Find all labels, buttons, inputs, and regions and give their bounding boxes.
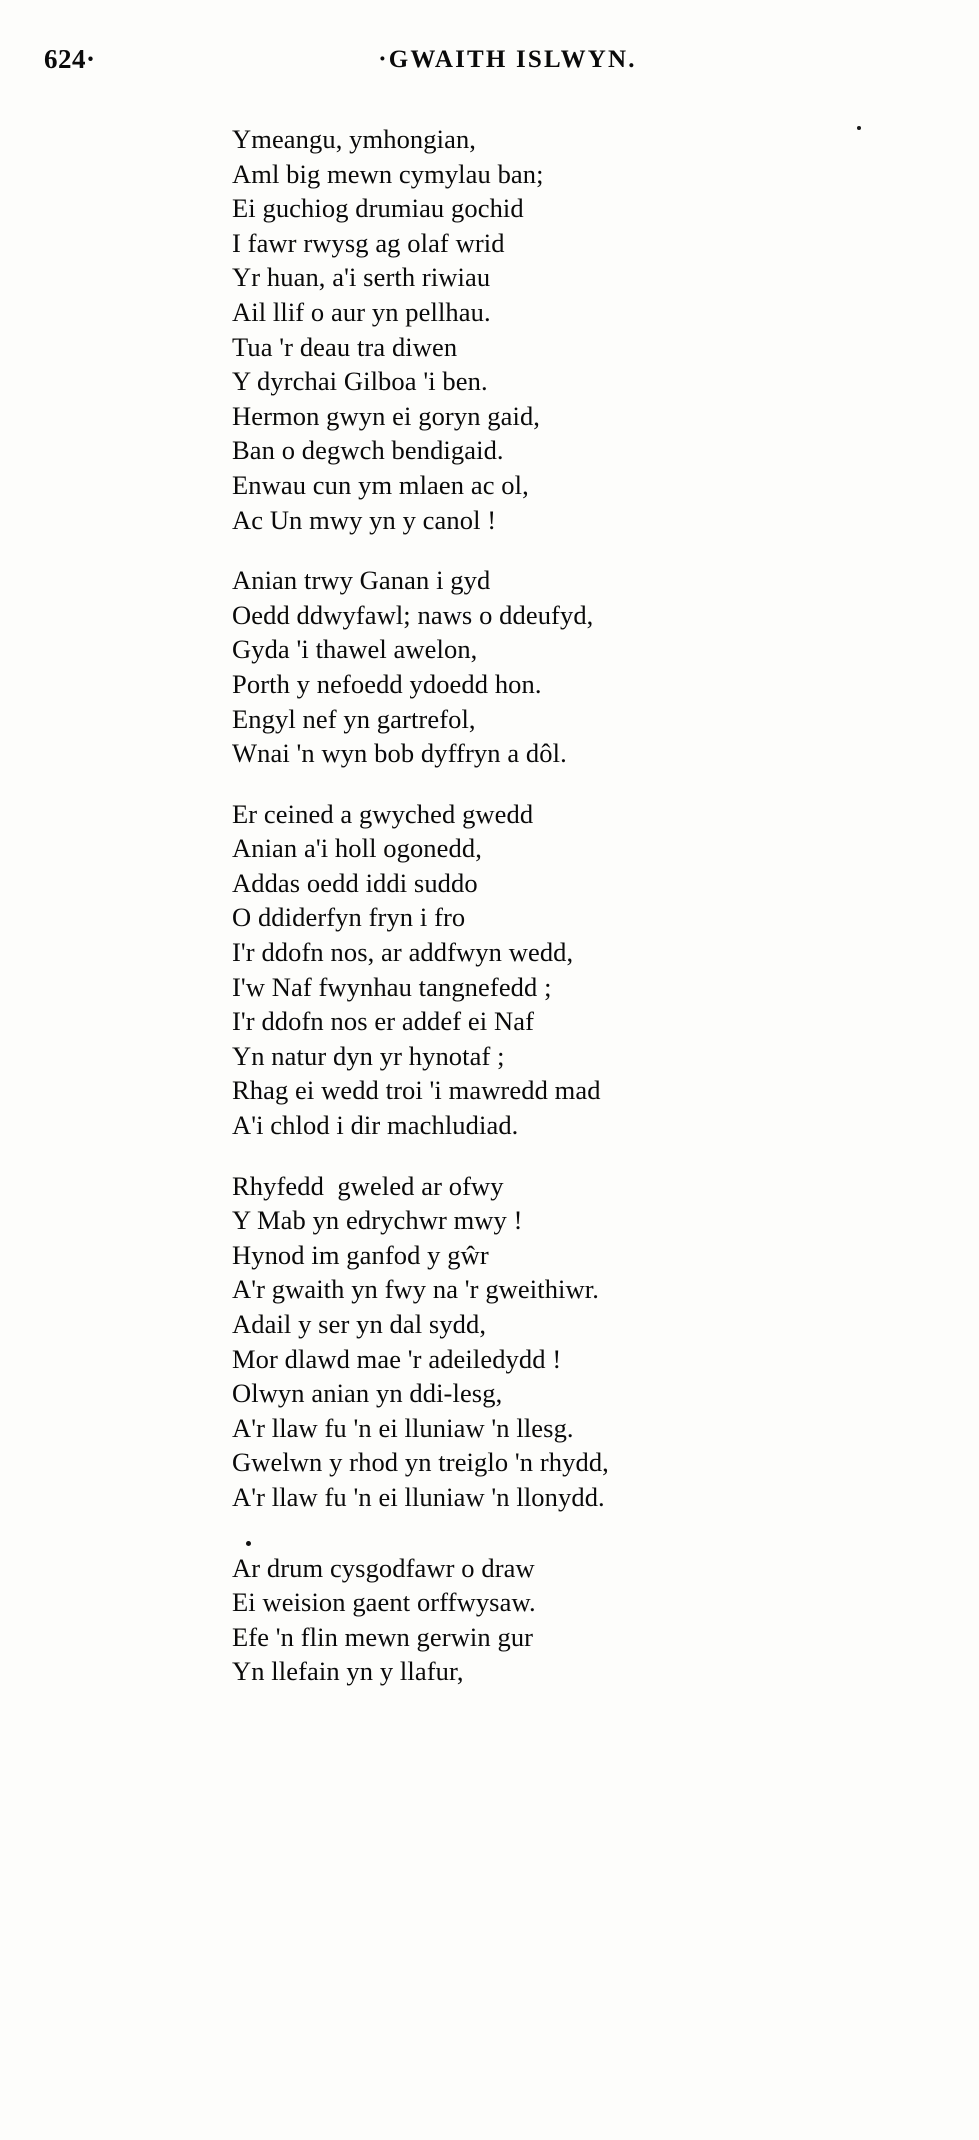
poem-line: Hermon gwyn ei goryn gaid, [232, 400, 541, 431]
poem-line: Rhyfedd gweled ar ofwy [232, 1170, 504, 1201]
poem-line: Ail llif o aur yn pellhau. [232, 296, 491, 327]
poem-line: A'r llaw fu 'n ei lluniaw 'n llesg. [232, 1412, 574, 1443]
poem-line: Yn llefain yn y llafur, [232, 1656, 464, 1687]
poem-line: I'r ddofn nos, ar addfwyn wedd, [232, 937, 574, 968]
poem-line: Olwyn anian yn ddi-lesg, [232, 1378, 503, 1409]
stanza-4 [232, 1169, 932, 1515]
poem-line: Ac Un mwy yn y canol ! [232, 504, 497, 535]
stanza-1 [232, 122, 932, 537]
poem-line: Wnai 'n wyn bob dyffryn a dôl. [232, 738, 567, 769]
poem-line: A'r gwaith yn fwy na 'r gweithiwr. [232, 1274, 599, 1305]
poem-line: Enwau cun ym mlaen ac ol, [232, 469, 529, 500]
poem-line: Ymeangu, ymhongian, [232, 124, 477, 154]
poem-line: O ddiderfyn fryn i fro [232, 902, 466, 933]
poem-line: Yn natur dyn yr hynotaf ; [232, 1040, 505, 1071]
poem-line: Yr huan, a'i serth riwiau [232, 262, 491, 293]
poem-line: Porth y nefoedd ydoedd hon. [232, 668, 542, 699]
poem-line: Gyda 'i thawel awelon, [232, 634, 478, 665]
poem-line: I'r ddofn nos er addef ei Naf [232, 1006, 534, 1037]
poem-line: Ei weision gaent orffwysaw. [232, 1587, 536, 1618]
stanza-separator-dot [232, 1541, 932, 1551]
poem-line: Ei guchiog drumiau gochid [232, 193, 524, 224]
poem-line: A'i chlod i dir machludiad. [232, 1110, 519, 1141]
poem-line: Aml big mewn cymylau ban; [232, 158, 544, 189]
poem-line: Gwelwn y rhod yn treiglo 'n rhydd, [232, 1447, 609, 1478]
poem-line: Anian trwy Ganan i gyd [232, 565, 491, 596]
running-title: ·GWAITH ISLWYN. [378, 46, 637, 73]
poem-line: Anian a'i holl ogonedd, [232, 833, 482, 864]
poem-line: Oedd ddwyfawl; naws o ddeufyd, [232, 599, 594, 630]
poem-body [232, 122, 932, 1715]
poem-line: Tua 'r deau tra diwen [232, 331, 458, 362]
poem-line: Ban o degwch bendigaid. [232, 435, 504, 466]
page-header [0, 44, 979, 84]
poem-line: Y dyrchai Gilboa 'i ben. [232, 366, 488, 397]
poem-line: Mor dlawd mae 'r adeiledydd ! [232, 1343, 562, 1374]
stanza-2 [232, 563, 932, 771]
stanza-3 [232, 797, 932, 1143]
poem-line: Hynod im ganfod y gŵr [232, 1239, 489, 1270]
poem-line: Y Mab yn edrychwr mwy ! [232, 1205, 523, 1236]
poem-line: Er ceined a gwyched gwedd [232, 798, 534, 829]
poem-line: I'w Naf fwynhau tangnefedd ; [232, 971, 552, 1002]
poem-line: A'r llaw fu 'n ei lluniaw 'n llonydd. [232, 1481, 605, 1512]
stanza-5 [232, 1551, 932, 1689]
poem-line: I fawr rwysg ag olaf wrid [232, 227, 505, 258]
poem-line: Adail y ser yn dal sydd, [232, 1309, 487, 1339]
poem-line: Rhag ei wedd troi 'i mawredd mad [232, 1075, 601, 1106]
poem-line: Engyl nef yn gartrefol, [232, 703, 476, 734]
poem-line: Efe 'n flin mewn gerwin gur [232, 1621, 534, 1652]
poem-line: Addas oedd iddi suddo [232, 867, 478, 898]
folio-number: 624· [44, 44, 96, 74]
poem-line: Ar drum cysgodfawr o draw [232, 1552, 535, 1583]
